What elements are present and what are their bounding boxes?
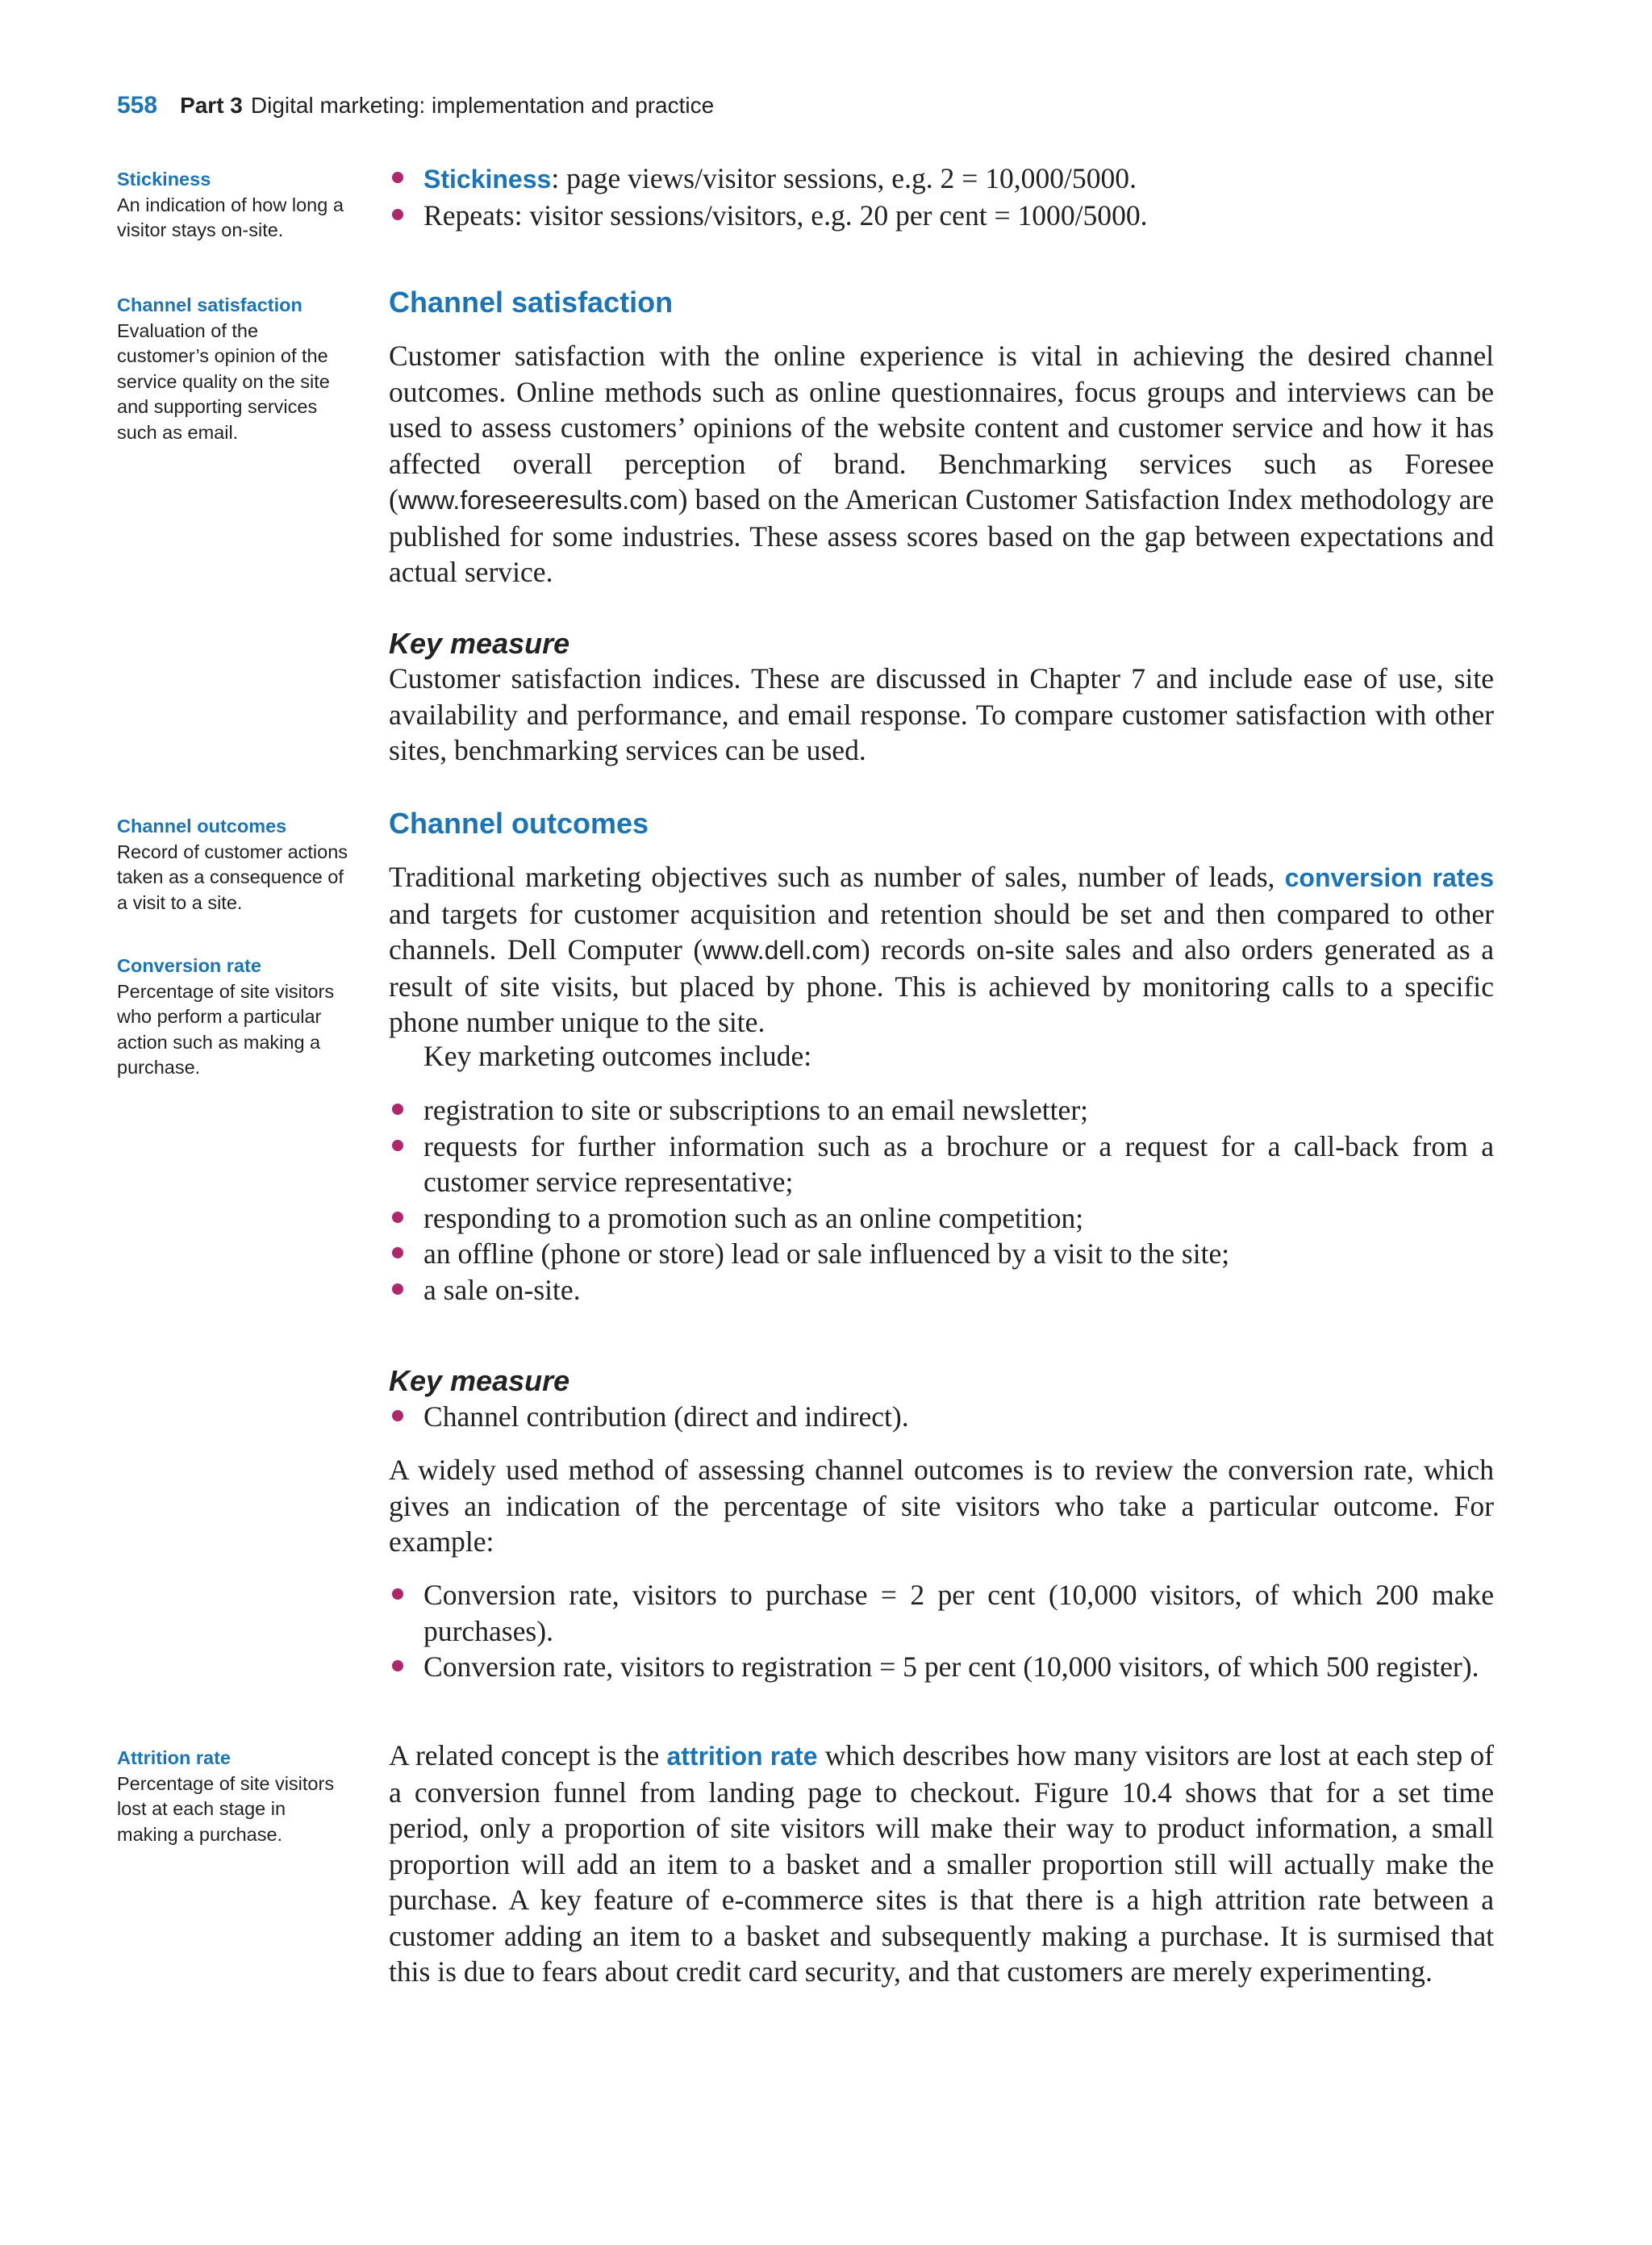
margin-note-channel-satisfaction bbox=[117, 293, 351, 445]
attrition-rate-term: attrition rate bbox=[666, 1742, 818, 1771]
list-item: Channel contribution (direct and indirect). bbox=[389, 1399, 1494, 1435]
running-header bbox=[117, 92, 714, 119]
heading-channel-outcomes: Channel outcomes bbox=[389, 807, 649, 840]
margin-term: Channel satisfaction bbox=[117, 294, 302, 315]
key-measure-satisfaction-text: Customer satisfaction indices. These are discussed in Chapter 7 and include ease of use, site availability and performance, and email response. To compare customer satisfaction with other sites, benchmarking services can be used. bbox=[389, 662, 1494, 766]
margin-note-attrition-rate bbox=[117, 1746, 351, 1847]
conversion-rates-term: conversion rates bbox=[1284, 863, 1495, 892]
margin-term: Channel outcomes bbox=[117, 816, 287, 837]
attrition-paragraph: A related concept is the attrition rate which describes how many visitors are lost at each step of a conversion funnel from landing page to checkout. Figure 10.4 shows that for a set time period, only a proportion of site visitors will make their way to product information, a small proportion will add an item to a basket and a smaller proportion still will actually make the purchase. A key feature of e-commerce sites is that there is a high attrition rate between a customer adding an item to a basket and subsequently making a purchase. It is surmised that this is due to fears about credit card security, and that customers are merely experimenting. bbox=[389, 1739, 1495, 1988]
margin-definition: Percentage of site visitors who perform a particular action such as making a purchase. bbox=[117, 980, 335, 1078]
conversion-paragraph: A widely used method of assessing channel outcomes is to review the conversion rate, which gives an indication of the percentage of site visitors who take a particular outcome. For example: bbox=[389, 1454, 1494, 1558]
key-measure-outcomes bbox=[389, 1399, 1494, 1435]
margin-definition: Percentage of site visitors lost at each stage in making a purchase. bbox=[117, 1772, 335, 1845]
stickiness-term: Stickiness bbox=[423, 165, 552, 194]
list-item: responding to a promotion such as an online competition; bbox=[389, 1200, 1494, 1237]
list-item: Conversion rate, visitors to registration = 5 per cent (10,000 visitors, of which 500 register). bbox=[389, 1649, 1494, 1685]
part-label: Part 3 bbox=[180, 93, 243, 118]
dell-link[interactable]: www.dell.com bbox=[703, 936, 861, 965]
page-number: 558 bbox=[117, 92, 158, 119]
heading-channel-satisfaction: Channel satisfaction bbox=[389, 286, 674, 319]
margin-term: Attrition rate bbox=[117, 1747, 231, 1768]
list-item: registration to site or subscriptions to an email newsletter; bbox=[389, 1092, 1494, 1129]
margin-note-conversion-rate bbox=[117, 953, 351, 1081]
list-item: an offline (phone or store) lead or sale influenced by a visit to the site; bbox=[389, 1236, 1494, 1272]
list-item: requests for further information such as a brochure or a request for a call-back from a customer service representative; bbox=[389, 1129, 1494, 1200]
margin-definition: Evaluation of the customer’s opinion of the service quality on the site and supporting services such as email. bbox=[117, 319, 330, 443]
list-item: Stickiness: page views/visitor sessions, e.g. 2 = 10,000/5000. bbox=[389, 161, 1494, 198]
channel-outcomes-paragraph: Traditional marketing objectives such as number of sales, number of leads, conversion rates and targets for customer acquisition and retention should be set and then compared to other channels. Dell Computer (www.dell.com) records on-site sales and also orders generated as a result of site visits, but placed by phone. This is achieved by monitoring calls to a specific phone number unique to the site. bbox=[389, 861, 1495, 1038]
list-item: Conversion rate, visitors to purchase = 2 per cent (10,000 visitors, of which 200 make purchases). bbox=[389, 1577, 1494, 1649]
margin-definition: An indication of how long a visitor stays on-site. bbox=[117, 194, 344, 240]
margin-term: Conversion rate bbox=[117, 955, 261, 976]
foresee-link[interactable]: www.foreseeresults.com bbox=[398, 486, 678, 515]
margin-definition: Record of customer actions taken as a consequence of a visit to a site. bbox=[117, 841, 348, 913]
margin-note-stickiness bbox=[117, 167, 351, 244]
channel-satisfaction-paragraph: Customer satisfaction with the online experience is vital in achieving the desired channel outcomes. Online methods such as online questionnaires, focus groups and interviews can be used to assess customers’ opinions of the website content and customer service and how it has affected overall perception of brand. Benchmarking services such as Foresee (www.foreseeresults.com) based on the American Customer Satisfaction Index methodology are published for some industries. These assess scores based on the gap between expectations and actual service. bbox=[389, 340, 1494, 588]
outcomes-intro: Key marketing outcomes include: bbox=[423, 1040, 812, 1072]
part-title: Digital marketing: implementation and practice bbox=[250, 93, 715, 118]
key-measure-heading: Key measure bbox=[389, 1364, 570, 1397]
key-measure-heading: Key measure bbox=[389, 627, 570, 660]
top-bullets bbox=[389, 161, 1494, 233]
list-item: a sale on-site. bbox=[389, 1272, 1494, 1308]
margin-note-channel-outcomes bbox=[117, 814, 351, 916]
outcomes-list bbox=[389, 1092, 1494, 1308]
margin-term: Stickiness bbox=[117, 169, 211, 190]
conversion-examples-list bbox=[389, 1577, 1494, 1685]
list-item: Repeats: visitor sessions/visitors, e.g. 20 per cent = 1000/5000. bbox=[389, 198, 1494, 234]
